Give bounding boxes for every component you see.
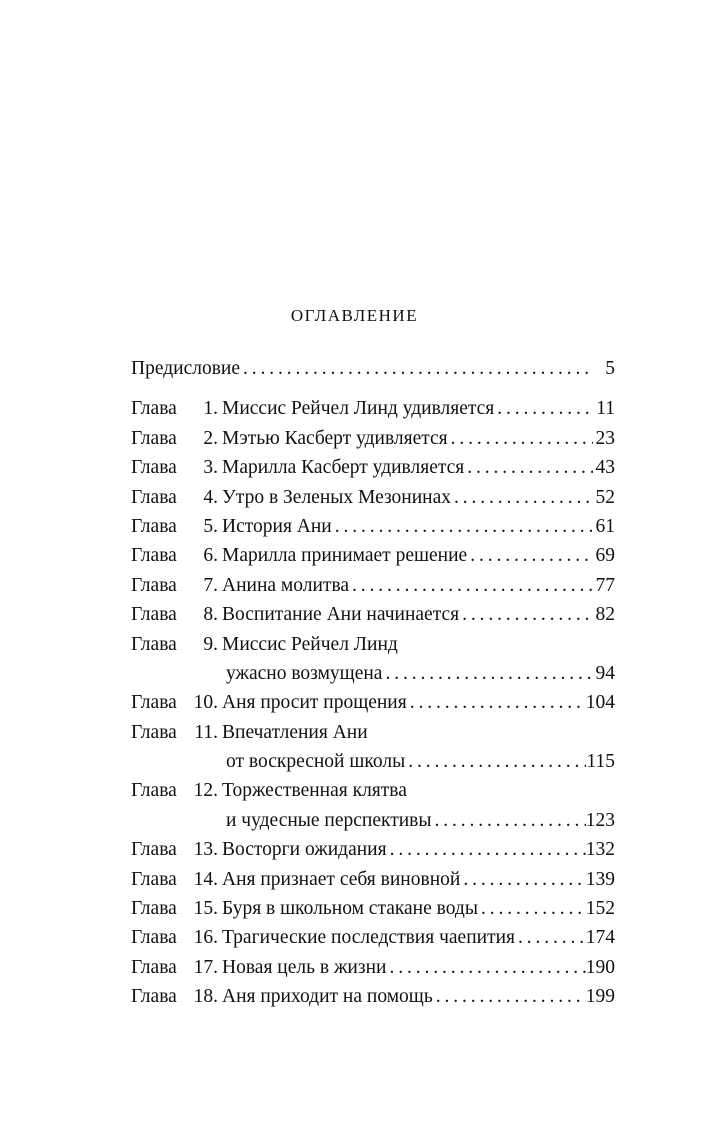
chapter-number: 8. bbox=[203, 604, 218, 626]
chapter-label bbox=[131, 718, 218, 747]
chapter-label bbox=[131, 394, 218, 423]
chapter-word: Глава bbox=[131, 868, 177, 890]
entry-title: и чудесные перспективы bbox=[226, 809, 432, 831]
chapter-number: 1. bbox=[203, 398, 218, 420]
chapter-number: 15. bbox=[193, 898, 218, 920]
toc-entry-preface[interactable] bbox=[131, 354, 615, 383]
chapter-label bbox=[131, 776, 218, 805]
entry-title: Восторги ожидания bbox=[222, 839, 387, 861]
entry-title: Мэтью Касберт удивляется bbox=[222, 427, 448, 449]
chapter-word: Глава bbox=[131, 515, 177, 537]
chapter-number: 14. bbox=[193, 868, 218, 890]
dot-leader bbox=[448, 424, 593, 453]
dot-leader bbox=[386, 953, 585, 982]
chapter-word: Глава bbox=[131, 604, 177, 626]
toc-entry-chapter-11[interactable] bbox=[131, 718, 615, 747]
chapter-label bbox=[131, 923, 218, 952]
chapter-number: 17. bbox=[193, 956, 218, 978]
page-number: 123 bbox=[585, 809, 615, 831]
entry-title: Предисловие bbox=[131, 358, 241, 379]
toc-entry-chapter-4[interactable] bbox=[131, 483, 615, 512]
entry-title: Впечатления Ани bbox=[222, 721, 368, 743]
dot-leader bbox=[382, 659, 593, 688]
entry-title: Новая цель в жизни bbox=[222, 956, 387, 978]
chapter-label bbox=[131, 982, 218, 1011]
dot-leader bbox=[494, 394, 593, 423]
chapter-word: Глава bbox=[131, 898, 177, 920]
toc-entry-chapter-16[interactable] bbox=[131, 923, 615, 952]
dot-leader bbox=[478, 894, 586, 923]
toc-entry-chapter-6[interactable] bbox=[131, 541, 615, 570]
chapter-label bbox=[131, 512, 218, 541]
chapter-number: 2. bbox=[203, 427, 218, 449]
chapter-word: Глава bbox=[131, 574, 177, 596]
entry-title: Аня признает себя виновной bbox=[222, 868, 461, 890]
toc-entry-chapter-17[interactable] bbox=[131, 953, 615, 982]
entry-title: Анина молитва bbox=[222, 574, 350, 596]
entry-title: Марилла принимает решение bbox=[222, 545, 468, 567]
dot-leader bbox=[460, 865, 585, 894]
toc-heading: ОГЛАВЛЕНИЕ bbox=[290, 306, 419, 325]
dot-leader bbox=[459, 600, 593, 629]
toc-entry-chapter-5[interactable] bbox=[131, 512, 615, 541]
chapter-label bbox=[131, 483, 218, 512]
page-number: 69 bbox=[595, 545, 615, 567]
chapter-label bbox=[131, 835, 218, 864]
chapter-label bbox=[131, 953, 218, 982]
chapter-number: 11. bbox=[194, 721, 218, 743]
toc-entry-chapter-10[interactable] bbox=[131, 688, 615, 717]
chapter-label bbox=[131, 424, 218, 453]
page-number: 77 bbox=[595, 574, 615, 596]
toc-entry-chapter-12-continued[interactable] bbox=[131, 806, 615, 835]
entry-title: Воспитание Ани начинается bbox=[222, 604, 460, 626]
entry-title: Торжественная клятва bbox=[222, 780, 407, 802]
toc-entry-chapter-2[interactable] bbox=[131, 424, 615, 453]
dot-leader bbox=[464, 453, 593, 482]
page-number: 43 bbox=[595, 457, 615, 479]
toc-entry-chapter-12[interactable] bbox=[131, 776, 615, 805]
chapter-number: 4. bbox=[203, 486, 218, 508]
chapter-word: Глава bbox=[131, 839, 177, 861]
page-number: 11 bbox=[596, 398, 615, 420]
entry-title: Трагические последствия чаепития bbox=[222, 927, 516, 949]
chapter-label bbox=[131, 630, 218, 659]
entry-title: Миссис Рейчел Линд bbox=[222, 633, 398, 655]
toc-entry-chapter-9-continued[interactable] bbox=[131, 659, 615, 688]
chapter-word: Глава bbox=[131, 780, 177, 802]
chapter-label bbox=[131, 600, 218, 629]
chapter-word: Глава bbox=[131, 486, 177, 508]
chapter-label bbox=[131, 688, 218, 717]
toc-entry-chapter-14[interactable] bbox=[131, 865, 615, 894]
entry-title: Аня просит прощения bbox=[222, 692, 407, 714]
page-number: 132 bbox=[585, 839, 615, 861]
page-number: 152 bbox=[585, 898, 615, 920]
dot-leader bbox=[240, 354, 593, 383]
page-number: 190 bbox=[585, 956, 615, 978]
entry-title: Буря в школьном стакане воды bbox=[222, 898, 478, 920]
entry-title: Аня приходит на помощь bbox=[222, 986, 433, 1008]
page-number: 104 bbox=[585, 692, 615, 714]
page-number: 139 bbox=[585, 868, 615, 890]
dot-leader bbox=[387, 835, 586, 864]
toc-entry-chapter-7[interactable] bbox=[131, 571, 615, 600]
dot-leader bbox=[349, 571, 593, 600]
dot-leader bbox=[467, 541, 593, 570]
chapter-word: Глава bbox=[131, 398, 177, 420]
page-number: 5 bbox=[605, 358, 615, 379]
chapter-word: Глава bbox=[131, 721, 177, 743]
dot-leader bbox=[432, 806, 586, 835]
chapter-number: 9. bbox=[203, 633, 218, 655]
page-number: 82 bbox=[595, 604, 615, 626]
dot-leader bbox=[407, 688, 586, 717]
chapter-word: Глава bbox=[131, 545, 177, 567]
entry-title: Марилла Касберт удивляется bbox=[222, 457, 465, 479]
entry-title: от воскресной школы bbox=[226, 751, 406, 773]
page-number: 61 bbox=[595, 515, 615, 537]
chapter-number: 12. bbox=[193, 780, 218, 802]
chapter-label bbox=[131, 865, 218, 894]
toc-entry-chapter-13[interactable] bbox=[131, 835, 615, 864]
entry-title: Миссис Рейчел Линд удивляется bbox=[222, 398, 495, 420]
page-number: 23 bbox=[595, 427, 615, 449]
chapter-number: 16. bbox=[193, 927, 218, 949]
chapter-number: 18. bbox=[193, 986, 218, 1008]
chapter-number: 13. bbox=[193, 839, 218, 861]
toc-entry-chapter-3[interactable] bbox=[131, 453, 615, 482]
chapter-number: 5. bbox=[203, 515, 218, 537]
dot-leader bbox=[332, 512, 593, 541]
chapter-word: Глава bbox=[131, 633, 177, 655]
page-number: 199 bbox=[585, 986, 615, 1008]
chapter-label bbox=[131, 571, 218, 600]
chapter-word: Глава bbox=[131, 956, 177, 978]
chapter-word: Глава bbox=[131, 427, 177, 449]
toc-entry-chapter-1[interactable] bbox=[131, 394, 615, 423]
entry-title: Утро в Зеленых Мезонинах bbox=[222, 486, 452, 508]
dot-leader bbox=[515, 923, 586, 952]
toc-entry-chapter-11-continued[interactable] bbox=[131, 747, 615, 776]
chapter-label bbox=[131, 453, 218, 482]
chapter-number: 3. bbox=[203, 457, 218, 479]
entry-title: История Ани bbox=[222, 515, 332, 537]
dot-leader bbox=[433, 982, 586, 1011]
page-number: 94 bbox=[595, 662, 615, 684]
page-number: 52 bbox=[595, 486, 615, 508]
dot-leader bbox=[405, 747, 586, 776]
toc-entry-chapter-15[interactable] bbox=[131, 894, 615, 923]
toc-entry-chapter-18[interactable] bbox=[131, 982, 615, 1011]
table-of-contents bbox=[131, 354, 615, 1012]
dot-leader bbox=[451, 483, 593, 512]
chapter-label bbox=[131, 541, 218, 570]
chapter-word: Глава bbox=[131, 457, 177, 479]
chapter-word: Глава bbox=[131, 692, 177, 714]
page-number: 115 bbox=[586, 751, 615, 773]
page-number: 174 bbox=[585, 927, 615, 949]
entry-title: ужасно возмущена bbox=[226, 662, 383, 684]
chapter-number: 7. bbox=[203, 574, 218, 596]
chapter-number: 10. bbox=[193, 692, 218, 714]
chapter-word: Глава bbox=[131, 927, 177, 949]
chapter-word: Глава bbox=[131, 986, 177, 1008]
chapter-label bbox=[131, 894, 218, 923]
toc-entry-chapter-8[interactable] bbox=[131, 600, 615, 629]
toc-entry-chapter-9[interactable] bbox=[131, 630, 615, 659]
chapter-number: 6. bbox=[203, 545, 218, 567]
